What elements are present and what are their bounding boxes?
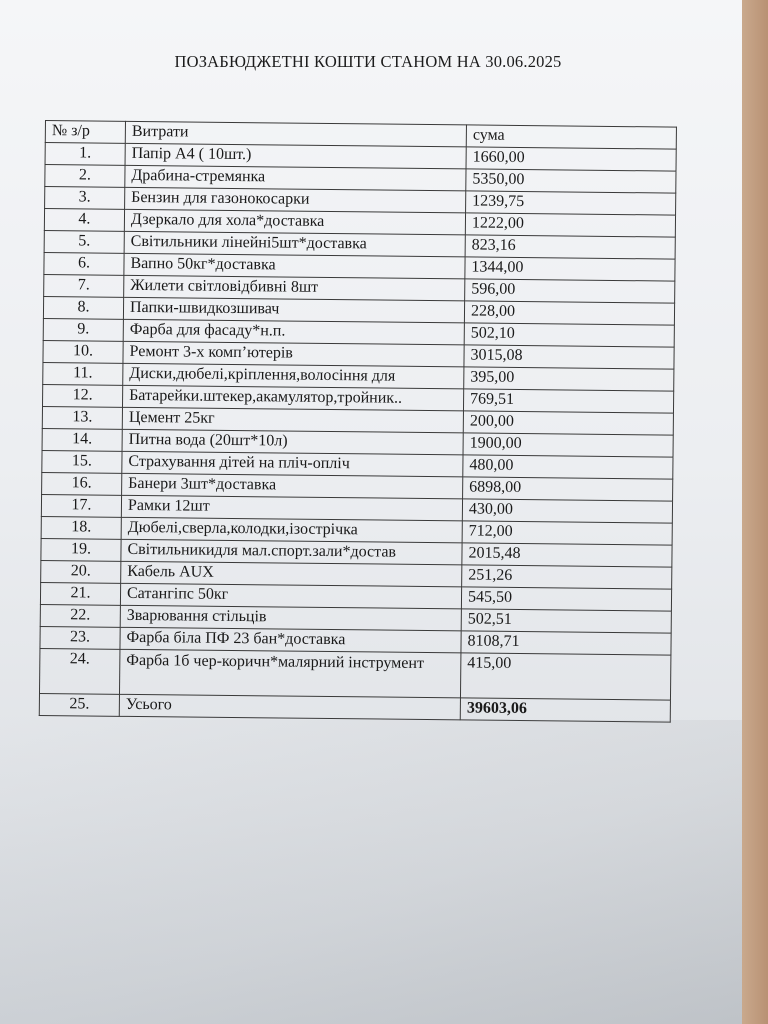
row-number: 11.	[43, 362, 123, 385]
row-expense: Сатангіпс 50кг	[120, 583, 461, 609]
row-amount: 8108,71	[461, 631, 671, 655]
row-amount: 251,26	[462, 565, 672, 589]
row-expense: Батарейки.штекер,акамулятор,тройник..	[122, 385, 463, 411]
row-number: 18.	[41, 516, 121, 539]
row-number: 7.	[44, 274, 124, 297]
total-label: Усього	[119, 694, 460, 720]
header-sum: сума	[466, 125, 676, 149]
row-number: 21.	[40, 582, 120, 605]
row-amount: 823,16	[465, 235, 675, 259]
row-expense: Диски,дюбелі,кріплення,волосіння для	[123, 363, 464, 389]
row-number: 13.	[42, 406, 122, 429]
row-expense: Дюбелі,сверла,колодки,ізострічка	[121, 517, 462, 543]
row-expense: Питна вода (20шт*10л)	[122, 429, 463, 455]
row-expense: Страхування дітей на пліч-опліч	[122, 451, 463, 477]
row-expense: Світильники лінейні5шт*доставка	[124, 231, 465, 257]
header-num: № з/р	[45, 121, 125, 144]
table-body	[39, 143, 676, 701]
row-number: 15.	[42, 450, 122, 473]
row-amount: 712,00	[462, 521, 672, 545]
row-number: 6.	[44, 252, 124, 275]
row-number: 17.	[41, 494, 121, 517]
document-title: ПОЗАБЮДЖЕТНІ КОШТИ СТАНОМ НА 30.06.2025	[174, 52, 562, 71]
row-expense: Бензин для газонокосарки	[125, 187, 466, 213]
table-row	[39, 648, 670, 700]
row-expense: Жилети світловідбивні 8шт	[124, 275, 465, 301]
row-amount: 415,00	[460, 653, 670, 700]
row-expense: Драбина-стремянка	[125, 165, 466, 191]
row-expense: Зварювання стільців	[120, 605, 461, 631]
row-number: 9.	[43, 318, 123, 341]
row-expense: Рамки 12шт	[121, 495, 462, 521]
row-number: 8.	[43, 296, 123, 319]
row-amount: 3015,08	[464, 345, 674, 369]
row-expense: Банери 3шт*доставка	[122, 473, 463, 499]
row-amount: 1222,00	[465, 213, 675, 237]
total-sum: 39603,06	[460, 698, 670, 722]
row-amount: 1900,00	[463, 433, 673, 457]
row-expense: Вапно 50кг*доставка	[124, 253, 465, 279]
row-amount: 480,00	[463, 455, 673, 479]
row-expense: Фарба біла ПФ 23 бан*доставка	[120, 627, 461, 653]
row-number: 24.	[39, 648, 119, 694]
row-amount: 769,51	[463, 389, 673, 413]
photo-shadow	[0, 720, 752, 1024]
row-amount: 395,00	[464, 367, 674, 391]
row-expense: Фарба для фасаду*н.п.	[123, 319, 464, 345]
row-amount: 502,51	[461, 609, 671, 633]
row-expense: Ремонт 3-х комп’ютерів	[123, 341, 464, 367]
row-number: 1.	[45, 143, 125, 166]
desk-surface	[742, 0, 768, 1024]
expenses-table	[39, 120, 677, 723]
row-expense: Кабель AUX	[121, 561, 462, 587]
row-expense: Дзеркало для хола*доставка	[124, 209, 465, 235]
row-number: 16.	[42, 472, 122, 495]
row-amount: 596,00	[465, 279, 675, 303]
row-amount: 1239,75	[466, 191, 676, 215]
row-amount: 5350,00	[466, 169, 676, 193]
row-amount: 6898,00	[463, 477, 673, 501]
row-amount: 1344,00	[465, 257, 675, 281]
row-expense: Цемент 25кг	[122, 407, 463, 433]
row-number: 10.	[43, 340, 123, 363]
row-expense: Фарба 1б чер-коричн*малярний інструмент	[119, 649, 460, 698]
row-number: 2.	[45, 165, 125, 188]
row-number: 5.	[44, 230, 124, 253]
row-amount: 228,00	[464, 301, 674, 325]
row-amount: 2015,48	[462, 543, 672, 567]
row-number: 4.	[44, 209, 124, 232]
row-number: 22.	[40, 604, 120, 627]
total-num: 25.	[39, 693, 119, 716]
row-amount: 430,00	[462, 499, 672, 523]
row-expense: Світильникидля мал.спорт.зали*достав	[121, 539, 462, 565]
row-amount: 200,00	[463, 411, 673, 435]
row-amount: 502,10	[464, 323, 674, 347]
row-expense: Папір А4 ( 10шт.)	[125, 143, 466, 169]
row-number: 19.	[41, 538, 121, 561]
row-expense: Папки-швидкозшивач	[123, 297, 464, 323]
row-amount: 545,50	[461, 587, 671, 611]
row-number: 14.	[42, 428, 122, 451]
row-number: 12.	[42, 384, 122, 407]
row-number: 3.	[45, 187, 125, 210]
row-number: 20.	[41, 560, 121, 583]
row-amount: 1660,00	[466, 147, 676, 171]
row-number: 23.	[40, 626, 120, 649]
header-item: Витрати	[125, 121, 466, 147]
